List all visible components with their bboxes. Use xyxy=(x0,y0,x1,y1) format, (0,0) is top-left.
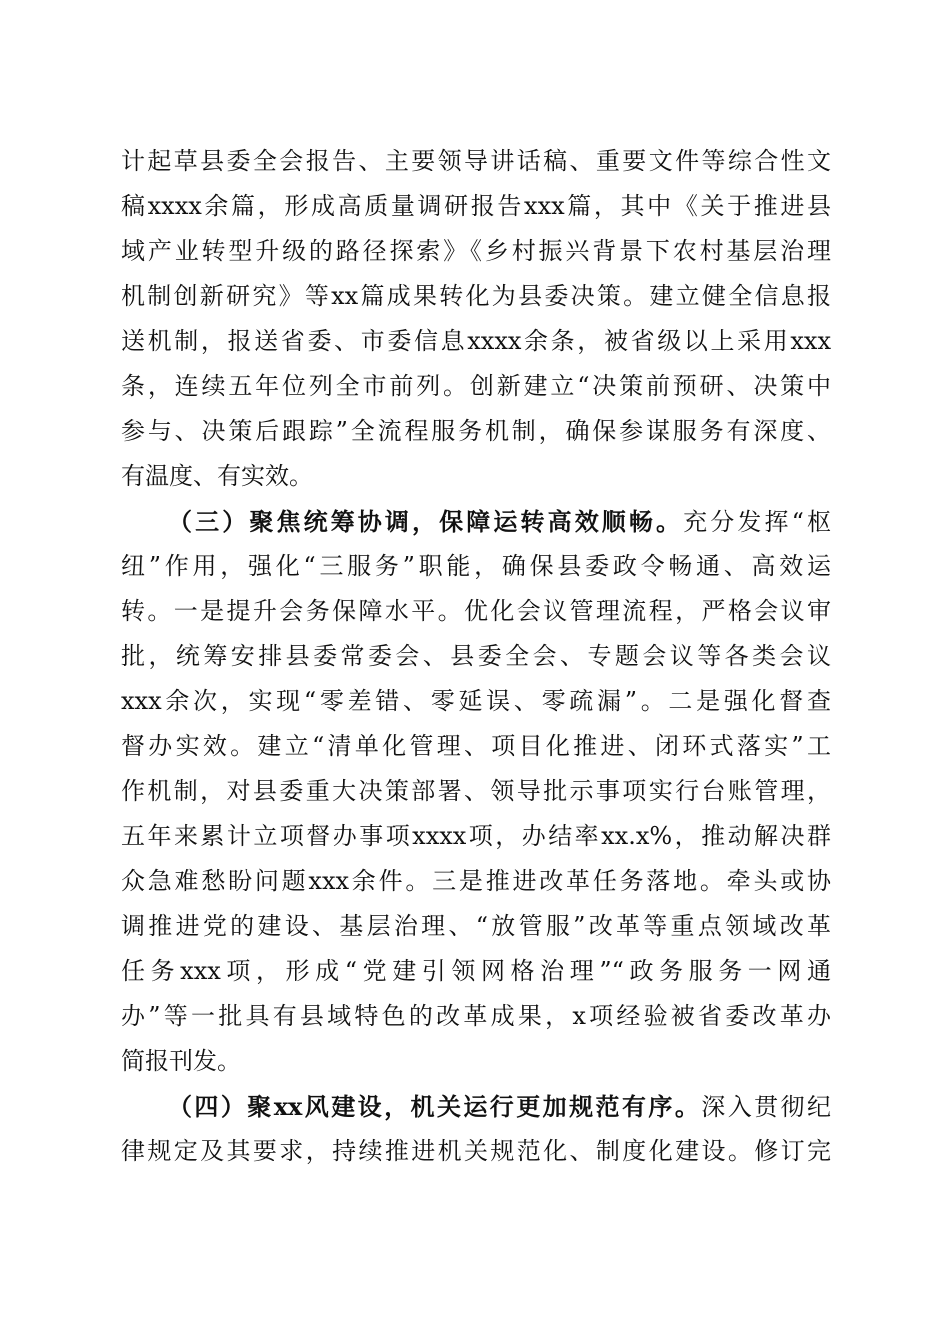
text-line: 作机制，对县委重大决策部署、领导批示事项实行台账管理， xyxy=(121,777,831,805)
text-line: 机制创新研究》等xx篇成果转化为县委决策。建立健全信息报 xyxy=(121,282,831,310)
text-line: 调推进党的建设、基层治理、“放管服”改革等重点领域改革 xyxy=(121,912,831,940)
text-line: 稿xxxx余篇，形成高质量调研报告xxx篇，其中《关于推进县 xyxy=(121,192,831,220)
text-line: 有温度、有实效。 xyxy=(121,462,313,490)
text-line: 转。一是提升会务保障水平。优化会议管理流程，严格会议审 xyxy=(121,597,831,625)
text-run: 深入贯彻纪 xyxy=(701,1093,831,1121)
text-line: 众急难愁盼问题xxx余件。三是推进改革任务落地。牵头或协 xyxy=(121,867,831,895)
text-line: 批，统筹安排县委常委会、县委全会、专题会议等各类会议 xyxy=(121,642,831,670)
section-heading: （四）聚xx风建设，机关运行更加规范有序。 xyxy=(168,1092,702,1121)
text-line: 办”等一批具有县域特色的改革成果，x项经验被省委改革办 xyxy=(121,1002,831,1030)
text-line: 条，连续五年位列全市前列。创新建立“决策前预研、决策中 xyxy=(121,372,831,400)
text-line: 纽”作用，强化“三服务”职能，确保县委政令畅通、高效运 xyxy=(121,552,831,580)
paragraph-first-line xyxy=(121,1084,831,1129)
text-run: 充分发挥“枢 xyxy=(683,508,831,536)
section-heading: （三）聚焦统筹协调，保障运转高效顺畅。 xyxy=(168,507,684,536)
text-line: 督办实效。建立“清单化管理、项目化推进、闭环式落实”工 xyxy=(121,732,831,760)
text-line: 计起草县委全会报告、主要领导讲话稿、重要文件等综合性文 xyxy=(121,147,831,175)
text-line: 参与、决策后跟踪”全流程服务机制，确保参谋服务有深度、 xyxy=(121,417,831,445)
text-line: 律规定及其要求，持续推进机关规范化、制度化建设。修订完 xyxy=(121,1137,831,1165)
text-line: 任务xxx项，形成“党建引领网格治理”“政务服务一网通 xyxy=(121,957,831,985)
body-text xyxy=(121,139,831,1174)
paragraph-first-line xyxy=(121,499,831,544)
text-line: 简报刊发。 xyxy=(121,1047,241,1075)
text-line: xxx余次，实现“零差错、零延误、零疏漏”。二是强化督查 xyxy=(121,687,831,715)
text-line: 五年来累计立项督办事项xxxx项，办结率xx.x%，推动解决群 xyxy=(121,822,831,850)
text-line: 送机制，报送省委、市委信息xxxx余条，被省级以上采用xxx xyxy=(121,327,831,355)
text-line: 域产业转型升级的路径探索》《乡村振兴背景下农村基层治理 xyxy=(121,237,831,265)
